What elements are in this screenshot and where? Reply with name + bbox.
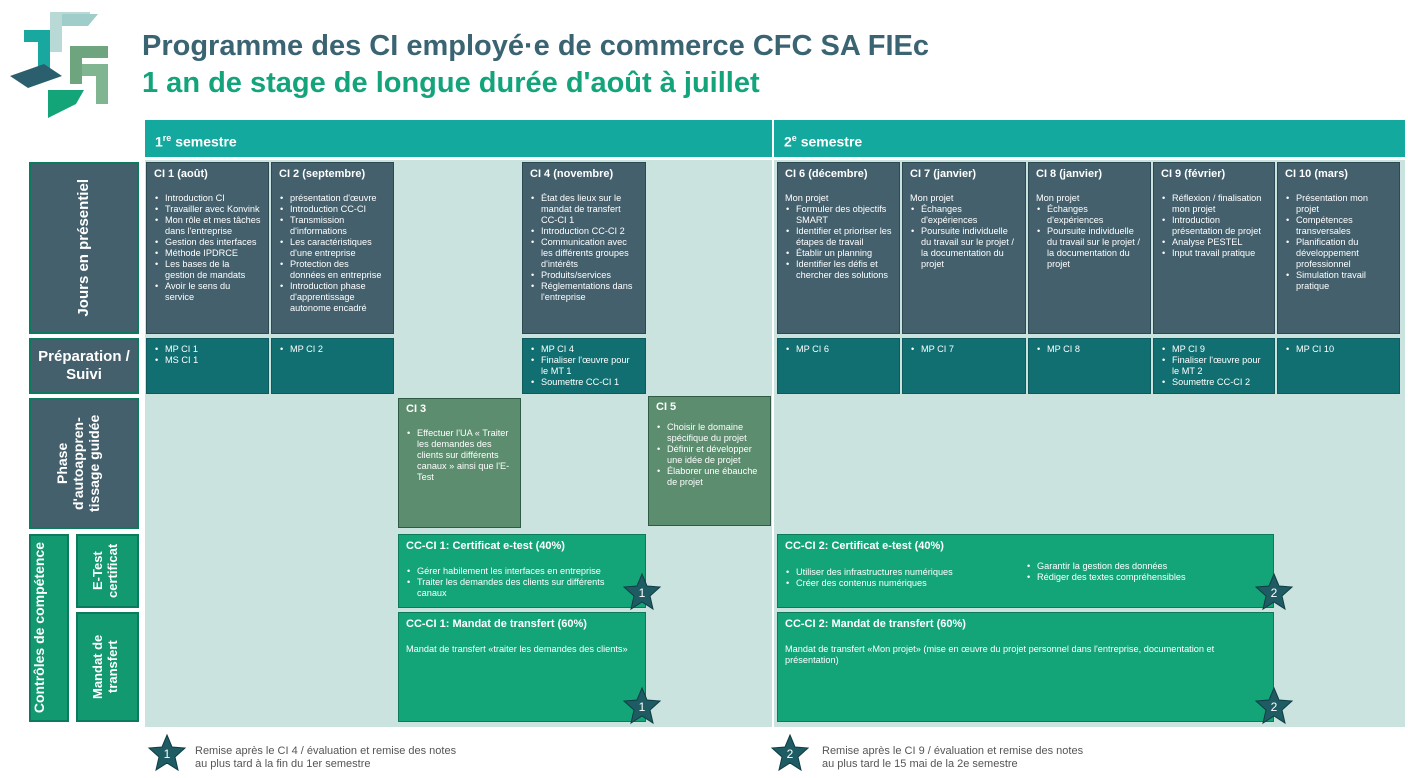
prep-card-4: • MP CI 4 • Finaliser l'œuvre pour le MT 1 • Soumettre CC-CI 1 [522, 338, 646, 394]
prep-card-6: • MP CI 6 [777, 338, 900, 394]
star-marker-1-mandat: 1 [622, 686, 662, 726]
row-label-phase: Phase d'autoappren-tissage guidée [29, 398, 139, 529]
prep-card-9: • MP CI 9 • Finaliser l'œuvre pour le MT 2 • Soumettre CC-CI 2 [1153, 338, 1275, 394]
star-marker-2-etest: 2 [1254, 572, 1294, 612]
row-label-controles: Contrôles de compétence [29, 534, 69, 722]
ci-card-7: CI 7 (janvier) Mon projet • Échanges d'expériences • Poursuite individuelle du travail sur le projet / la documentation du projet [902, 162, 1026, 334]
ci-card-10: CI 10 (mars) • Présentation mon projet • Compétences transversales • Planification du développement professionnel • Simulation travail pratique [1277, 162, 1400, 334]
auto-card-ci5: CI 5 • Choisir le domaine spécifique du projet • Définir et développer une idée de projet • Élaborer une ébauche de projet [648, 396, 771, 526]
ci-card-4: CI 4 (novembre) • État des lieux sur le mandat de transfert CC-CI 1 • Introduction CC-CI 2 • Communication avec les différents groupes d'intérêts • Produits/services • Réglementations dans l'entreprise [522, 162, 646, 334]
ci-card-6: CI 6 (décembre) Mon projet • Formuler des objectifs SMART • Identifier et prioriser les étapes de travail • Établir un planning • Identifier les défis et chercher des solutions [777, 162, 900, 334]
footer-note-1: Remise après le CI 4 / évaluation et remise des notes au plus tard à la fin du 1er semestre [195, 745, 457, 770]
semester-2-header: 2e semestre [774, 120, 1405, 157]
prep-card-10: • MP CI 10 [1277, 338, 1400, 394]
ci-card-2: CI 2 (septembre) • présentation d'œuvre • Introduction CC-CI • Transmission d'informations • Les caractéristiques d'une entreprise • Protection des données en entreprise • Introduction phase d'apprentissage autonome encadré [271, 162, 394, 334]
semester-1-header: 1re semestre [145, 120, 772, 157]
page-subtitle: 1 an de stage de longue durée d'août à juillet [142, 67, 760, 99]
footer-star-2: 2 [770, 733, 810, 773]
footer-note-2: Remise après le CI 9 / évaluation et remise des notes au plus tard le 15 mai de la 2e semestre [822, 745, 1084, 770]
auto-card-ci3: CI 3 • Effectuer l'UA « Traiter les demandes des clients sur différents canaux » ainsi que l'E-Test [398, 398, 521, 528]
cc-etest-1: CC-CI 1: Certificat e-test (40%) • Gérer habilement les interfaces en entreprise • Traiter les demandes des clients sur différents canaux [398, 534, 646, 608]
row-label-etest: E-Test certificat [76, 534, 139, 608]
footer-star-1: 1 [147, 733, 187, 773]
row-label-jours: Jours en présentiel [29, 162, 139, 334]
ci-card-1: CI 1 (août) • Introduction CI • Travailler avec Konvink • Mon rôle et mes tâches dans l'entreprise • Gestion des interfaces • Méthode IPDRCE • Les bases de la gestion de mandats • Avoir le sens du service [146, 162, 269, 334]
star-marker-2-mandat: 2 [1254, 686, 1294, 726]
cc-mandat-1: CC-CI 1: Mandat de transfert (60%) Mandat de transfert «traiter les demandes des clients» [398, 612, 646, 722]
row-label-mandat: Mandat de transfert [76, 612, 139, 722]
logo [10, 12, 122, 120]
prep-card-1: • MP CI 1 • MS CI 1 [146, 338, 269, 394]
row-label-preparation: Préparation / Suivi [29, 338, 139, 394]
prep-card-8: • MP CI 8 [1028, 338, 1151, 394]
page-title: Programme des CI employé·e de commerce CFC SA FIEc [142, 30, 930, 62]
ci-card-9: CI 9 (février) • Réflexion / finalisation mon projet • Introduction présentation de projet • Analyse PESTEL • Input travail pratique [1153, 162, 1275, 334]
cc-mandat-2: CC-CI 2: Mandat de transfert (60%) Mandat de transfert «Mon projet» (mise en œuvre du projet personnel dans l'entreprise, documentation et présentation) [777, 612, 1274, 722]
prep-card-2: • MP CI 2 [271, 338, 394, 394]
star-marker-1-etest: 1 [622, 572, 662, 612]
ci-card-8: CI 8 (janvier) Mon projet • Échanges d'expériences • Poursuite individuelle du travail sur le projet / la documentation du projet [1028, 162, 1151, 334]
cc-etest-2: CC-CI 2: Certificat e-test (40%) • Utiliser des infrastructures numériques • Créer des contenus numériques • Garantir la gestion des données • Rédiger des textes compréhensibles [777, 534, 1274, 608]
prep-card-7: • MP CI 7 [902, 338, 1026, 394]
